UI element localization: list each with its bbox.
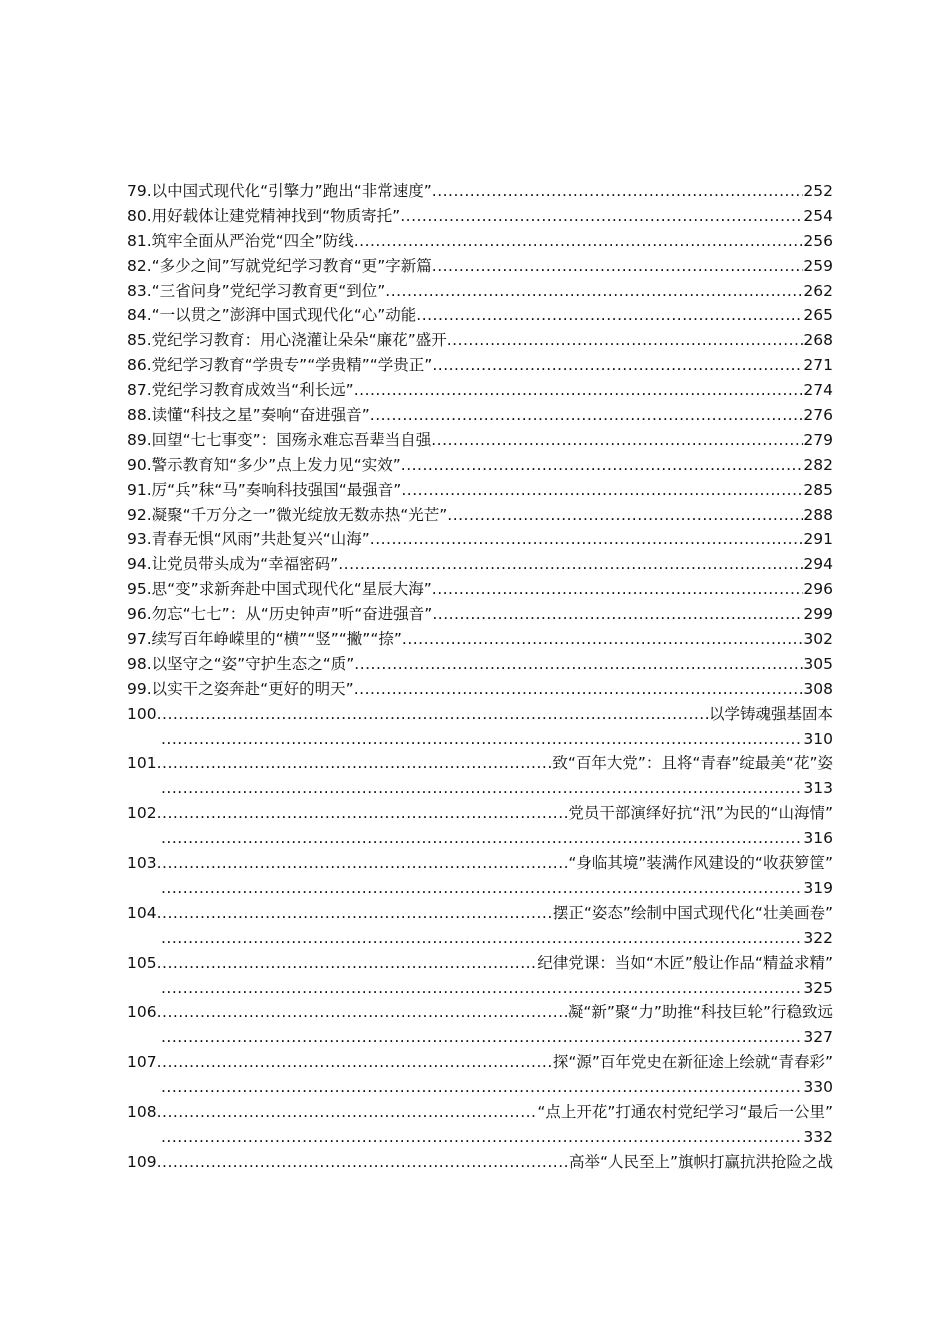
dot-leader	[370, 403, 804, 428]
entry-title: 凝聚“千万分之一”微光绽放无数赤热“光芒”	[151, 505, 448, 524]
entry-number: 86.	[127, 356, 152, 375]
entry-title: 青春无惧“风雨”共赴复兴“山海”	[151, 530, 370, 549]
page-number: 285	[803, 480, 833, 499]
entry-number: 106	[127, 1003, 157, 1022]
dot-leader	[354, 229, 804, 254]
dot-leader	[161, 727, 803, 752]
dot-leader	[432, 179, 804, 204]
entry-title: 用好载体让建党精神找到“物质寄托”	[151, 206, 401, 225]
page-number: 271	[803, 356, 833, 375]
toc-entry[interactable]	[127, 627, 833, 652]
dot-leader	[354, 378, 804, 403]
toc-entry-continuation[interactable]	[127, 727, 833, 752]
dot-leader	[157, 702, 709, 727]
dot-leader	[157, 751, 553, 776]
dot-leader	[432, 254, 804, 279]
entry-title: 勿忘“七七”：从“历史钟声”听“奋进强音”	[151, 605, 433, 624]
dot-leader	[354, 677, 804, 702]
page-number: 308	[803, 679, 833, 698]
page-number: 288	[803, 505, 833, 524]
toc-entry[interactable]	[127, 602, 833, 627]
entry-number: 95.	[127, 580, 152, 599]
entry-number: 99.	[127, 679, 152, 698]
page-number: 259	[803, 256, 833, 275]
entry-number: 104	[127, 903, 157, 922]
entry-title: 思“变”求新奔赴中国式现代化“星辰大海”	[151, 580, 432, 599]
dot-leader	[157, 801, 569, 826]
dot-leader	[161, 776, 803, 801]
page-number: 291	[803, 530, 833, 549]
dot-leader	[447, 328, 804, 353]
toc-entry[interactable]	[127, 453, 833, 478]
entry-title: 以实干之姿奔赴“更好的明天”	[151, 679, 354, 698]
toc-entry-continuation[interactable]	[127, 826, 833, 851]
toc-entry[interactable]	[127, 478, 833, 503]
toc-entry[interactable]	[127, 204, 833, 229]
toc-entry[interactable]	[127, 851, 833, 876]
toc-entry[interactable]	[127, 951, 833, 976]
toc-entry[interactable]	[127, 577, 833, 602]
toc-entry-continuation[interactable]	[127, 776, 833, 801]
toc-entry[interactable]	[127, 1000, 833, 1025]
toc-entry[interactable]	[127, 179, 833, 204]
dot-leader	[400, 204, 803, 229]
page-number: 327	[803, 1028, 833, 1047]
entry-title: 党纪学习教育：用心浇灌让朵朵“廉花”盛开	[151, 331, 447, 350]
entry-number: 84.	[127, 306, 152, 325]
dot-leader	[161, 1075, 803, 1100]
entry-number: 94.	[127, 555, 152, 574]
toc-entry[interactable]	[127, 403, 833, 428]
entry-title: “多少之间”写就党纪学习教育“更”字新篇	[151, 256, 432, 275]
entry-title: 读懂“科技之星”奏响“奋进强音”	[151, 406, 370, 425]
dot-leader	[401, 453, 804, 478]
entry-number: 98.	[127, 654, 152, 673]
entry-number: 90.	[127, 455, 152, 474]
toc-entry-continuation[interactable]	[127, 876, 833, 901]
page-number: 256	[803, 231, 833, 250]
toc-entry[interactable]	[127, 303, 833, 328]
dot-leader	[157, 1150, 569, 1175]
dot-leader	[157, 901, 553, 926]
entry-number: 83.	[127, 281, 152, 300]
entry-title: 警示教育知“多少”点上发力见“实效”	[151, 455, 401, 474]
entry-number: 103	[127, 854, 157, 873]
entry-title: 以学铸魂强基固本	[708, 704, 833, 723]
entry-number: 85.	[127, 331, 152, 350]
page-number: 310	[803, 729, 833, 748]
dot-leader	[431, 428, 803, 453]
dot-leader	[447, 503, 803, 528]
page-number: 274	[803, 381, 833, 400]
toc-entry-continuation[interactable]	[127, 1075, 833, 1100]
page-number: 302	[803, 630, 833, 649]
page-number: 294	[803, 555, 833, 574]
dot-leader	[416, 303, 803, 328]
toc-entry-continuation[interactable]	[127, 976, 833, 1001]
entry-number: 93.	[127, 530, 152, 549]
entry-number: 100	[127, 704, 157, 723]
entry-number: 109	[127, 1152, 157, 1171]
entry-number: 102	[127, 804, 157, 823]
entry-number: 80.	[127, 206, 152, 225]
toc-entry[interactable]	[127, 353, 833, 378]
dot-leader	[385, 279, 803, 304]
entry-title: 摆正“姿态”绘制中国式现代化“壮美画卷”	[552, 903, 833, 922]
toc-entry[interactable]	[127, 751, 833, 776]
entry-number: 107	[127, 1053, 157, 1072]
dot-leader	[157, 951, 538, 976]
toc-entry-continuation[interactable]	[127, 1025, 833, 1050]
dot-leader	[157, 851, 569, 876]
entry-title: “点上开花”打通农村党纪学习“最后一公里”	[537, 1102, 833, 1121]
entry-title: 致“百年大党”：且将“青春”绽最美“花”姿	[552, 754, 833, 773]
page-number: 305	[803, 654, 833, 673]
dot-leader	[432, 577, 804, 602]
entry-number: 87.	[127, 381, 152, 400]
entry-title: “一以贯之”澎湃中国式现代化“心”动能	[151, 306, 417, 325]
toc-entry[interactable]	[127, 901, 833, 926]
entry-title: 厉“兵”秣“马”奏响科技强国“最强音”	[151, 480, 402, 499]
entry-title: 让党员带头成为“幸福密码”	[151, 555, 339, 574]
page-number: 268	[803, 331, 833, 350]
entry-title: 以中国式现代化“引擎力”跑出“非常速度”	[151, 182, 432, 200]
dot-leader	[161, 876, 803, 901]
entry-title: 高举“人民至上”旗帜打赢抗洪抢险之战	[568, 1152, 833, 1171]
entry-title: 续写百年峥嵘里的“横”“竖”“撇”“捺”	[151, 630, 402, 649]
entry-number: 105	[127, 953, 157, 972]
toc-entry[interactable]	[127, 677, 833, 702]
entry-number: 92.	[127, 505, 152, 524]
toc-entry[interactable]	[127, 279, 833, 304]
toc-entry-continuation[interactable]	[127, 1125, 833, 1150]
page-number: 299	[803, 605, 833, 624]
dot-leader	[354, 652, 803, 677]
page-number: 296	[803, 580, 833, 599]
entry-title: 凝“新”聚“力”助推“科技巨轮”行稳致远	[567, 1003, 833, 1022]
entry-title: 探“源”百年党史在新征途上绘就“青春彩”	[552, 1053, 833, 1072]
page-number: 330	[803, 1078, 833, 1097]
dot-leader	[157, 1050, 553, 1075]
entry-number: 89.	[127, 430, 152, 449]
dot-leader	[161, 1025, 803, 1050]
entry-title: “三省问身”党纪学习教育更“到位”	[151, 281, 386, 300]
toc-entry[interactable]	[127, 552, 833, 577]
entry-number: 88.	[127, 406, 152, 425]
entry-number: 91.	[127, 480, 152, 499]
page-number: 322	[803, 928, 833, 947]
dot-leader	[161, 976, 803, 1001]
toc-entry[interactable]	[127, 1100, 833, 1125]
toc-entry[interactable]	[127, 801, 833, 826]
page-number: 319	[803, 878, 833, 897]
toc-entry[interactable]	[127, 503, 833, 528]
page-number: 332	[803, 1127, 833, 1146]
entry-number: 79.	[127, 182, 152, 200]
page-number: 279	[803, 430, 833, 449]
entry-title: 党纪学习教育成效当“利长远”	[151, 381, 354, 400]
dot-leader	[161, 1125, 803, 1150]
toc-entry[interactable]	[127, 652, 833, 677]
dot-leader	[370, 527, 804, 552]
entry-title: 党纪学习教育“学贵专”“学贵精”“学贵正”	[151, 356, 433, 375]
dot-leader	[161, 926, 803, 951]
page-number: 316	[803, 829, 833, 848]
entry-number: 82.	[127, 256, 152, 275]
page-number: 313	[803, 779, 833, 798]
page-number: 254	[803, 206, 833, 225]
dot-leader	[432, 602, 803, 627]
toc-entry[interactable]	[127, 378, 833, 403]
entry-number: 96.	[127, 605, 152, 624]
entry-number: 108	[127, 1102, 157, 1121]
dot-leader	[161, 826, 803, 851]
table-of-contents	[127, 179, 833, 1175]
toc-entry[interactable]	[127, 1050, 833, 1075]
entry-title: 党员干部演绎好抗“汛”为民的“山海情”	[568, 804, 833, 823]
page-number: 252	[803, 182, 833, 200]
dot-leader	[432, 353, 803, 378]
entry-number: 101	[127, 754, 157, 773]
dot-leader	[402, 627, 804, 652]
toc-entry-continuation[interactable]	[127, 926, 833, 951]
toc-entry[interactable]	[127, 328, 833, 353]
entry-title: 回望“七七事变”：国殇永难忘吾辈当自强	[151, 430, 432, 449]
page-number: 276	[803, 406, 833, 425]
page-number: 262	[803, 281, 833, 300]
toc-entry[interactable]	[127, 229, 833, 254]
dot-leader	[401, 478, 803, 503]
entry-title: 纪律党课：当如“木匠”般让作品“精益求精”	[537, 953, 833, 972]
toc-entry[interactable]	[127, 254, 833, 279]
page-number: 282	[803, 455, 833, 474]
entry-number: 97.	[127, 630, 152, 649]
toc-entry[interactable]	[127, 702, 833, 727]
entry-title: 以坚守之“姿”守护生态之“质”	[151, 654, 355, 673]
dot-leader	[157, 1000, 568, 1025]
page-number: 265	[803, 306, 833, 325]
page-number: 325	[803, 978, 833, 997]
dot-leader	[157, 1100, 538, 1125]
toc-entry[interactable]	[127, 527, 833, 552]
toc-entry[interactable]	[127, 428, 833, 453]
dot-leader	[338, 552, 803, 577]
entry-number: 81.	[127, 231, 152, 250]
toc-entry[interactable]	[127, 1150, 833, 1175]
entry-title: “身临其境”装满作风建设的“收获箩筐”	[568, 854, 833, 873]
entry-title: 筑牢全面从严治党“四全”防线	[151, 231, 354, 250]
